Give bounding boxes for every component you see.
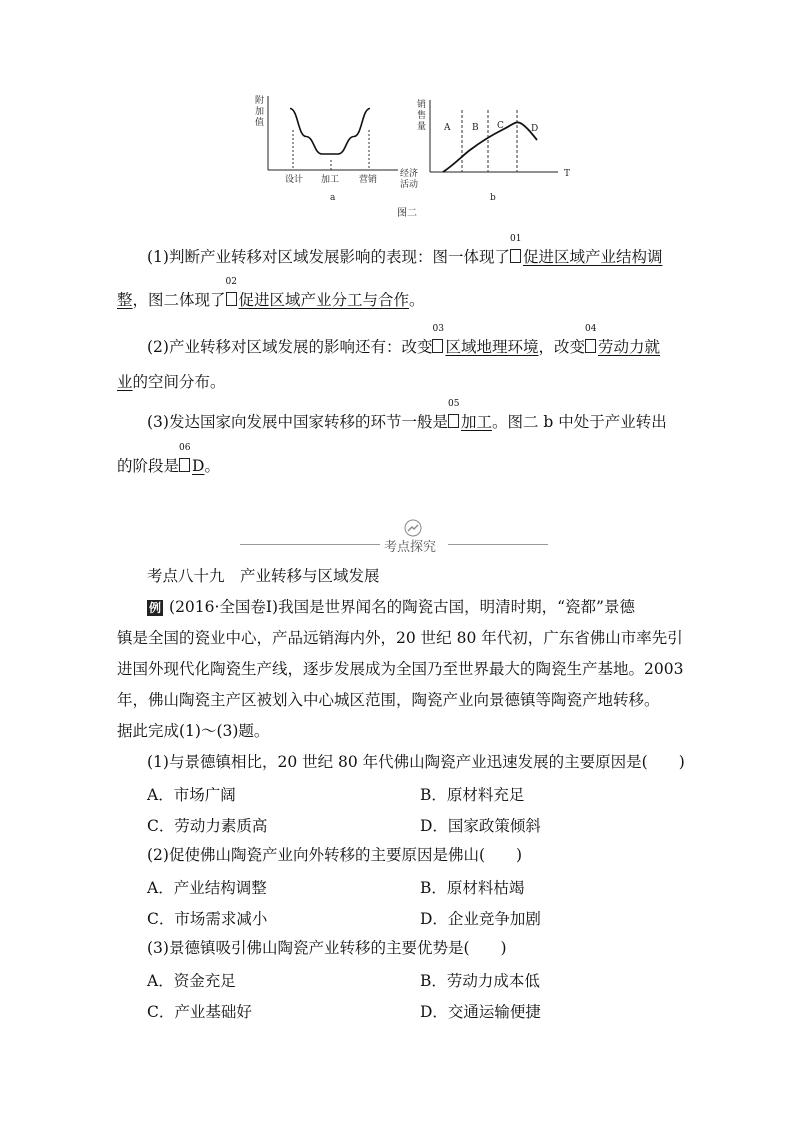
q2-end: 的空间分布。 bbox=[132, 373, 226, 391]
blank-number: 06 bbox=[179, 443, 191, 453]
example-line-2: 镇是全国的瓷业中心，产品远销海内外，20 世纪 80 年代初，广东省佛山市率先引 bbox=[117, 629, 683, 647]
q2-line2 bbox=[117, 372, 226, 392]
chart-a-sublabel: a bbox=[330, 193, 336, 203]
q2-option-a[interactable]: A．产业结构调整 bbox=[147, 879, 267, 897]
chart-a-tick-3: 营销 bbox=[359, 175, 378, 185]
q1-option-d[interactable]: D．国家政策倾斜 bbox=[420, 817, 541, 835]
q1-prefix: (1)判断产业转移对区域发展影响的表现：图一体现了 bbox=[147, 248, 510, 266]
answer-4-cont: 业 bbox=[117, 373, 133, 391]
chart-a-curve bbox=[290, 109, 370, 155]
topic-heading: 考点八十九 产业转移与区域发展 bbox=[147, 567, 380, 585]
chart-a-ylabel-1: 附 bbox=[255, 96, 265, 106]
q1-option-b[interactable]: B．原材料充足 bbox=[420, 786, 525, 804]
answer-6: D bbox=[192, 457, 205, 475]
q3-option-a[interactable]: A．资金充足 bbox=[147, 972, 236, 990]
blank-number: 01 bbox=[509, 234, 522, 244]
q1-option-a[interactable]: A．市场广阔 bbox=[147, 786, 236, 804]
answer-1: 促进区域产业结构调 bbox=[522, 248, 663, 266]
blank-number: 02 bbox=[225, 277, 237, 287]
chart-b-stage-a: A bbox=[444, 123, 451, 133]
chart-b-stage-c: C bbox=[497, 121, 504, 131]
answer-4: 劳动力就 bbox=[598, 338, 661, 356]
q3-line1 bbox=[147, 399, 667, 432]
answer-blank-03 bbox=[432, 324, 445, 357]
q2-option-b[interactable]: B．原材料枯竭 bbox=[420, 879, 525, 897]
answer-1-cont: 整 bbox=[117, 291, 133, 309]
chart-b-stage-b: B bbox=[472, 123, 479, 133]
divider-right bbox=[448, 544, 548, 545]
chart-b-ylabel-3: 量 bbox=[417, 122, 427, 132]
q1-line2 bbox=[117, 277, 425, 310]
chart-b bbox=[417, 98, 570, 203]
q3-line2 bbox=[117, 443, 220, 476]
q3-mid: 。图二 b 中处于产业转出 bbox=[491, 413, 667, 431]
example-line-5: 据此完成(1)～(3)题。 bbox=[117, 722, 270, 740]
answer-5: 加工 bbox=[460, 413, 492, 431]
q3-option-c[interactable]: C．产业基础好 bbox=[147, 1003, 252, 1021]
divider-left bbox=[240, 544, 380, 545]
q1-mid: ，图二体现了 bbox=[132, 291, 226, 309]
answer-blank-05 bbox=[447, 399, 461, 432]
q1-option-c[interactable]: C．劳动力素质高 bbox=[147, 817, 268, 835]
q3-line2-prefix: 的阶段是 bbox=[117, 457, 180, 475]
q2-prefix: (2)产业转移对区域发展的影响还有：改变 bbox=[147, 338, 433, 356]
chart-b-sublabel: b bbox=[490, 193, 496, 203]
blank-number: 03 bbox=[432, 324, 444, 334]
chart-a-ylabel-2: 加 bbox=[255, 107, 265, 117]
q2-mid: ，改变 bbox=[538, 338, 585, 356]
q1-end: 。 bbox=[409, 291, 425, 309]
section-title: 考点探究 bbox=[384, 540, 437, 555]
answer-2: 促进区域产业分工与合作 bbox=[238, 291, 410, 309]
chart-a-xlabel-1: 经济 bbox=[400, 169, 419, 179]
example-line-1 bbox=[147, 597, 635, 617]
chart-a bbox=[255, 94, 418, 203]
q2-line1 bbox=[147, 324, 661, 357]
chart-b-ylabel-2: 售 bbox=[417, 111, 427, 121]
q3-option-b[interactable]: B．劳动力成本低 bbox=[420, 972, 540, 990]
chart-b-ylabel-1: 销 bbox=[417, 100, 427, 110]
answer-blank-02 bbox=[225, 277, 239, 310]
q3-end: 。 bbox=[204, 457, 220, 475]
chart-a-xlabel-2: 活动 bbox=[400, 180, 419, 190]
question-3-stem: (3)景德镇吸引佛山陶瓷产业转移的主要优势是( ) bbox=[147, 939, 507, 957]
answer-blank-06 bbox=[179, 443, 192, 476]
figure-two bbox=[250, 90, 580, 220]
q2-option-c[interactable]: C．市场需求减小 bbox=[147, 910, 268, 928]
chart-b-stage-d: D bbox=[531, 124, 539, 134]
chart-a-ylabel-3: 值 bbox=[255, 118, 265, 128]
example-text-1: (2016·全国卷Ⅰ)我国是世界闻名的陶瓷古国，明清时期，“瓷都”景德 bbox=[169, 598, 635, 616]
chart-b-xlabel: T bbox=[564, 169, 571, 179]
section-icon bbox=[403, 518, 423, 538]
example-badge: 例 bbox=[149, 601, 162, 615]
question-2-stem: (2)促使佛山陶瓷产业向外转移的主要原因是佛山( ) bbox=[147, 846, 523, 864]
example-line-4: 年，佛山陶瓷主产区被划入中心城区范围，陶瓷产业向景德镇等陶瓷产地转移。 bbox=[117, 691, 660, 709]
q3-option-d[interactable]: D．交通运输便捷 bbox=[420, 1003, 541, 1021]
example-line-3: 进国外现代化陶瓷生产线，逐步发展成为全国乃至世界最大的陶瓷生产基地。2003 bbox=[117, 660, 684, 678]
q1-line1 bbox=[147, 234, 663, 267]
answer-blank-04 bbox=[585, 324, 598, 357]
blank-number: 05 bbox=[447, 399, 460, 409]
q3-prefix: (3)发达国家向发展中国家转移的环节一般是 bbox=[147, 413, 448, 431]
answer-blank-01 bbox=[509, 234, 523, 267]
q2-option-d[interactable]: D．企业竞争加剧 bbox=[420, 910, 541, 928]
chart-b-curve bbox=[443, 122, 537, 172]
question-1-stem: (1)与景德镇相比，20 世纪 80 年代佛山陶瓷产业迅速发展的主要原因是( ) bbox=[147, 753, 685, 771]
chart-a-tick-1: 设计 bbox=[285, 175, 304, 185]
chart-a-tick-2: 加工 bbox=[321, 175, 340, 185]
blank-number: 04 bbox=[585, 324, 597, 334]
answer-3: 区域地理环境 bbox=[445, 338, 539, 356]
figure-caption: 图二 bbox=[397, 208, 417, 219]
